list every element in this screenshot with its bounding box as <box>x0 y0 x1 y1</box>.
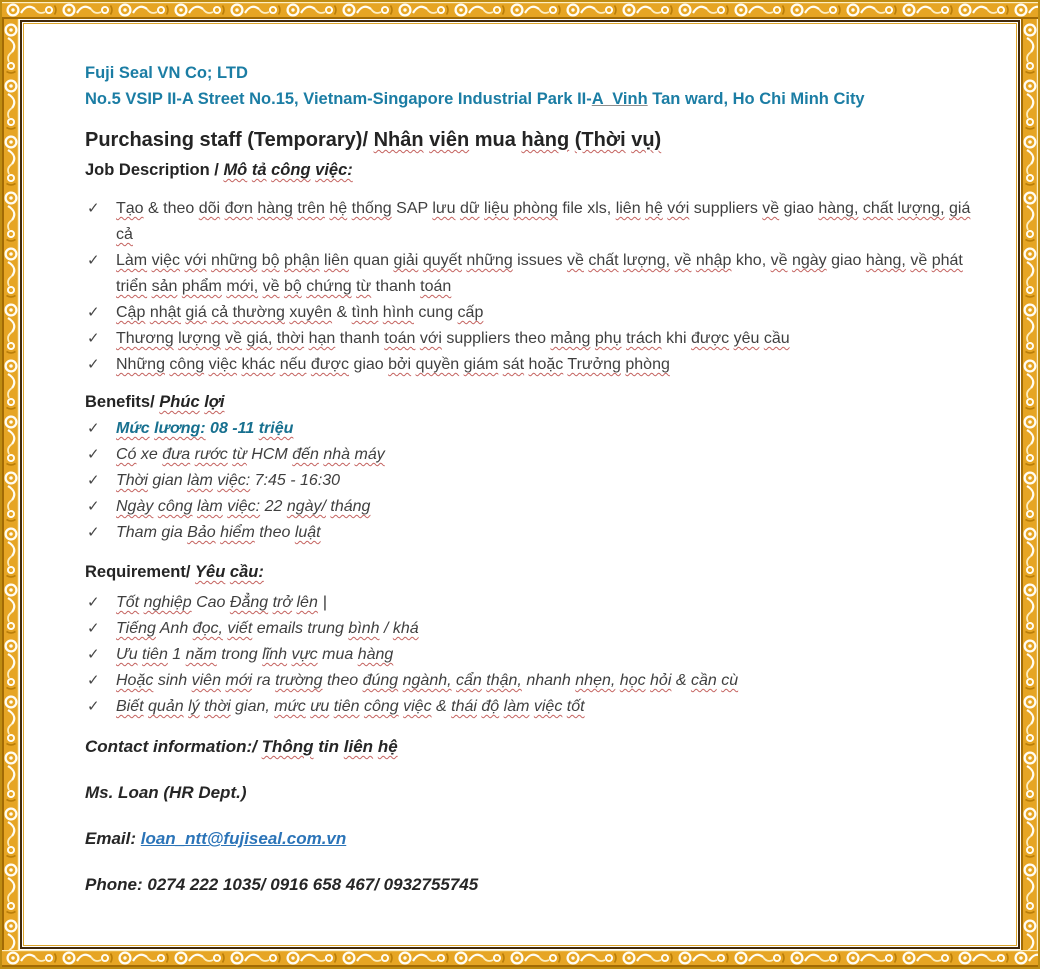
phone-label: Phone: <box>85 875 148 894</box>
benefits-heading <box>85 390 985 414</box>
heading-vi: Mô tả công việc: <box>223 161 353 179</box>
check-icon: ✓ <box>87 200 100 217</box>
text-cursor: | <box>322 594 328 611</box>
check-icon: ✓ <box>87 498 100 515</box>
check-icon: ✓ <box>87 420 100 437</box>
check-icon: ✓ <box>87 620 100 637</box>
check-icon: ✓ <box>87 698 100 715</box>
list-item-text: Tham gia Bảo hiểm theo luật <box>116 524 321 541</box>
check-icon: ✓ <box>87 330 100 347</box>
page-title <box>85 127 985 153</box>
list-item-text: Ngày công làm việc: 22 ngày/ tháng <box>116 498 371 515</box>
job-title-vi: Nhân viên mua hàng (Thời vụ) <box>373 129 662 151</box>
list-item-text: Những công việc khác nếu được giao bởi quyền giám sát hoặc Trưởng phòng <box>116 356 670 373</box>
list-item-text: Làm việc với những bộ phận liên quan giải quyết những issues về chất lượng, về nhập kho, về ngày giao hàng, về phát triển sản phẩm mới, về bộ chứng từ thanh toán <box>116 252 963 295</box>
list-item-text: Tiếng Anh đọc, viết emails trung bình / khá <box>116 620 419 637</box>
list-item-text: Thời gian làm việc: 7:45 - 16:30 <box>116 472 341 489</box>
list-item-text: Hoặc sinh viên mới ra trường theo đúng ngành, cẩn thận, nhanh nhẹn, học hỏi & cần cù <box>116 672 739 689</box>
address-text: Tan ward, Ho Chi Minh City <box>647 90 865 108</box>
requirement-item <box>85 616 985 642</box>
list-item-text: Thương lượng về giá, thời hạn thanh toán với suppliers theo mảng phụ trách khi được yêu cầu <box>116 330 790 347</box>
heading-en: Benefits/ <box>85 393 160 411</box>
list-item-text: Biết quản lý thời gian, mức ưu tiên công việc & thái độ làm việc tốt <box>116 698 585 715</box>
heading-vi: Yêu cầu: <box>195 563 264 581</box>
contact-email-line <box>85 828 985 850</box>
job-description-item <box>85 248 985 300</box>
email-link[interactable]: loan_ntt@fujiseal.com.vn <box>140 829 347 848</box>
check-icon: ✓ <box>87 356 100 373</box>
benefit-item <box>85 468 985 494</box>
ornate-gold-border-right <box>1021 19 1038 950</box>
company-name: Fuji Seal VN Co; LTD <box>85 64 248 82</box>
job-description-item <box>85 196 985 248</box>
company-address <box>85 86 985 112</box>
job-title-en: Purchasing staff (Temporary)/ <box>85 129 374 151</box>
benefits-list <box>85 416 985 546</box>
benefit-item <box>85 494 985 520</box>
address-underlined-part: A Vinh <box>591 90 648 108</box>
ornate-gold-border-left <box>2 19 19 950</box>
job-description-item <box>85 326 985 352</box>
heading-en: Job Description / <box>85 161 224 179</box>
heading-vi: Phúc lợi <box>159 393 225 411</box>
document-content <box>85 60 985 943</box>
benefit-item <box>85 442 985 468</box>
check-icon: ✓ <box>87 446 100 463</box>
requirement-item <box>85 694 985 720</box>
check-icon: ✓ <box>87 672 100 689</box>
address-text: No.5 VSIP II-A Street No.15, Vietnam-Singapore Industrial Park II- <box>85 90 592 108</box>
list-item-text: Tốt nghiệp Cao Đẳng trở lên <box>116 594 318 611</box>
heading-en: Requirement/ <box>85 563 196 581</box>
requirement-item <box>85 590 985 616</box>
contact-phone-line <box>85 874 985 896</box>
company-header <box>85 60 985 112</box>
check-icon: ✓ <box>87 524 100 541</box>
contact-person: Ms. Loan (HR Dept.) <box>85 783 247 802</box>
benefit-item <box>85 416 985 442</box>
heading-vi: Thông tin liên hệ <box>261 737 398 756</box>
check-icon: ✓ <box>87 594 100 611</box>
phone-numbers: 0274 222 1035/ 0916 658 467/ 0932755745 <box>147 875 479 894</box>
list-item-text: Ưu tiên 1 năm trong lĩnh vực mua hàng <box>116 646 394 663</box>
check-icon: ✓ <box>87 252 100 269</box>
check-icon: ✓ <box>87 646 100 663</box>
ornate-gold-border-bottom <box>2 950 1038 967</box>
contact-section <box>85 736 985 896</box>
check-icon: ✓ <box>87 304 100 321</box>
benefit-item <box>85 520 985 546</box>
requirement-item <box>85 668 985 694</box>
list-item-text: Có xe đưa rước từ HCM đến nhà máy <box>116 446 385 463</box>
list-item-text: Tạo & theo dõi đơn hàng trên hệ thống SAP lưu dữ liệu phòng file xls, liên hệ với suppliers về giao hàng, chất lượng, giá cả <box>116 200 971 243</box>
email-label: Email: <box>85 829 141 848</box>
salary-highlight: Mức lương: 08 -11 triệu <box>116 420 294 437</box>
heading-en: Contact information:/ <box>85 737 262 756</box>
list-item-text: Cập nhật giá cả thường xuyên & tình hình cung cấp <box>116 304 484 321</box>
contact-heading <box>85 736 985 758</box>
job-description-item <box>85 300 985 326</box>
requirements-list <box>85 590 985 720</box>
requirement-item <box>85 642 985 668</box>
requirements-heading <box>85 560 985 584</box>
job-description-list <box>85 196 985 378</box>
check-icon: ✓ <box>87 472 100 489</box>
ornate-gold-border-top <box>2 2 1038 19</box>
job-description-heading <box>85 158 985 182</box>
job-description-item <box>85 352 985 378</box>
